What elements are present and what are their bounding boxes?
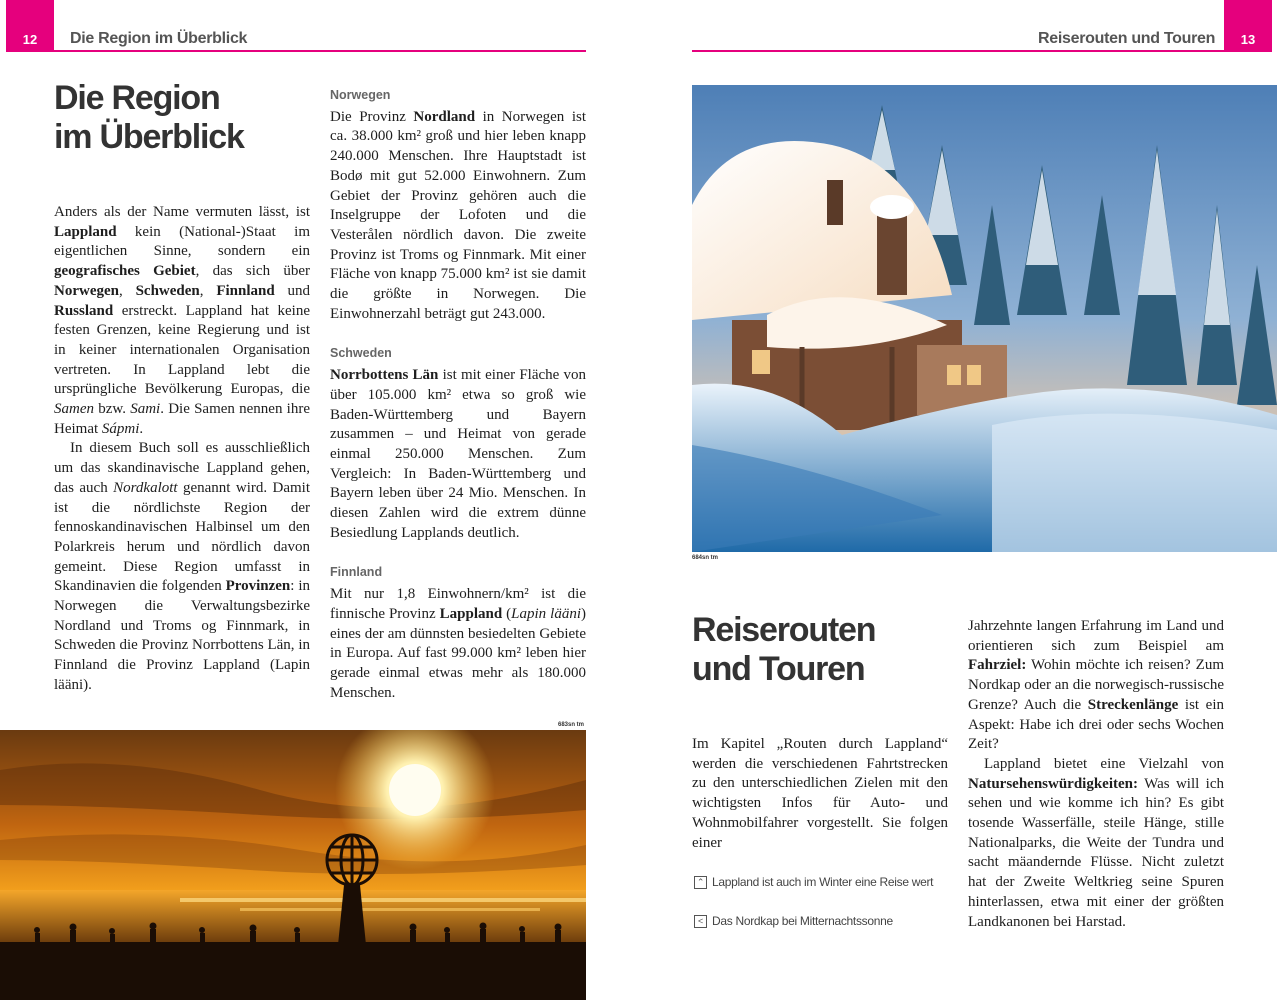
text-run: Mit nur 1,8 Einwohnern/km² ist die finnische Provinz bbox=[330, 586, 586, 622]
text-run: Im Kapitel „Routen durch Lappland“ werden die verschiedenen Fahrtstrecken zu den unterschiedlichen Zielen mit den wichtigsten Infos für Auto- und Wohnmobilfahrer vorgestellt. Sie folgen einer bbox=[692, 736, 948, 851]
text-run: bzw. bbox=[94, 401, 131, 418]
bold-run: Lappland bbox=[54, 223, 117, 240]
caption-nordkap bbox=[694, 914, 893, 928]
page-number-left: 12 bbox=[6, 0, 54, 52]
text-run: ist ein Aspekt: Habe ich drei oder sechs Wochen Zeit? bbox=[968, 696, 1225, 753]
left-column-1 bbox=[54, 203, 310, 696]
text-run: in Norwegen ist ca. 38.000 km² groß und hier leben knapp 240.000 Menschen. Ihre Hauptstadt ist Bodø mit gut 52.000 Einwohnern. Zum Gebiet der Provinz gehören auch die Inselgruppe der Lofoten und die Vesterålen nördlich davon. Die zweite Provinz ist Troms og Finnmark. Mit einer Fläche von knapp 75.000 km² ist sie damit die größte in Norwegen. Die Einwohnerzahl beträgt gut 243.000. bbox=[330, 108, 586, 322]
paragraph-fahrziel bbox=[968, 617, 1224, 755]
title-line-1: Reiserouten bbox=[692, 611, 876, 649]
text-run: und bbox=[274, 282, 311, 299]
bold-run: geografisches Gebiet bbox=[54, 263, 196, 280]
subhead-schweden: Schweden bbox=[330, 346, 392, 361]
bold-run: Finnland bbox=[216, 282, 275, 299]
header-rule-right bbox=[692, 50, 1224, 52]
page-number-right: 13 bbox=[1224, 0, 1272, 52]
text-run: ) eines der am dünnsten besiedelten Gebiete in Europa. Auf fast 99.000 km² leben hier gerade einmal etwas mehr als 180.000 Menschen. bbox=[330, 605, 586, 701]
text-run: In diesem Buch soll es ausschließlich um das skandinavische Lappland gehen, das auch bbox=[54, 440, 310, 496]
text-run: , das sich über bbox=[195, 263, 310, 280]
paragraph-natur bbox=[968, 755, 1224, 932]
bold-run: Fahrziel: bbox=[968, 657, 1027, 674]
page-title-right bbox=[692, 611, 875, 689]
text-run: genannt wird. Damit ist die nördlichste Region der fennoskandinavischen Halbinsel um den Polarkreis herum und nördlich davon gemeint. Diese Region umfasst in Skandinavien die folgenden bbox=[54, 479, 310, 595]
text-run: erstreckt. Lappland hat keine festen Grenzen, keine Regierung und ist in keiner internationalen Organisation vertreten. In Lappland lebt die ursprüngliche Bevölkerung Europas, die bbox=[54, 302, 310, 398]
text-run: Anders als der Name vermuten lässt, ist bbox=[54, 204, 310, 220]
text-run: Lappland bietet eine Vielzahl von bbox=[984, 755, 1224, 772]
italic-run: Nordkalott bbox=[113, 479, 178, 496]
bold-run: Provinzen bbox=[225, 578, 291, 595]
caption-winter-text: Lappland ist auch im Winter eine Reise wert bbox=[712, 875, 934, 889]
paragraph-nordkalott bbox=[54, 439, 310, 695]
subhead-finnland: Finnland bbox=[330, 565, 383, 580]
bold-run: Natursehenswürdigkeiten: bbox=[968, 775, 1139, 792]
text-run: , bbox=[118, 282, 136, 299]
subhead-norwegen: Norwegen bbox=[330, 88, 391, 102]
bold-run: Nordland bbox=[413, 108, 476, 125]
photo-credit-right: 684sn tm bbox=[692, 555, 719, 561]
caret-left-icon: < bbox=[694, 915, 707, 928]
caption-nordkap-text: Das Nordkap bei Mitternachtssonne bbox=[712, 914, 893, 928]
text-run: : in Norwegen die Verwaltungsbezirke Nordland und Troms og Finnmark, in Schweden die Provinz Norrbottens Län, in Finnland die Provinz Lappland (Lapin lääni). bbox=[54, 578, 310, 693]
header-rule-left bbox=[54, 50, 586, 52]
paragraph-kapitel bbox=[692, 735, 948, 853]
right-column-2 bbox=[968, 617, 1224, 932]
caret-up-icon: ⌃ bbox=[694, 876, 707, 889]
bold-run: Russland bbox=[54, 302, 114, 319]
italic-run: Sápmi bbox=[101, 420, 140, 437]
left-column-2 bbox=[330, 86, 586, 703]
text-run: , bbox=[199, 282, 217, 299]
right-column-1 bbox=[692, 735, 948, 853]
title-line-2: im Überblick bbox=[54, 118, 244, 156]
title-line-2: und Touren bbox=[692, 650, 865, 688]
bold-run: Norrbottens Län bbox=[330, 367, 439, 384]
bold-run: Norwegen bbox=[54, 282, 119, 299]
italic-run: Lapin lääni bbox=[511, 605, 581, 622]
running-head-right: Reiserouten und Touren bbox=[1038, 30, 1216, 47]
running-head-left: Die Region im Überblick bbox=[70, 30, 248, 47]
text-run: ist mit einer Fläche von über 105.000 km² etwa so groß wie Baden-Württemberg und Bayern zusammen – und Heimat von gerade einmal 250.000 Menschen. Zum Vergleich: In Baden-Württemberg und Bayern leben über 24 Mio. Menschen. In diesen Zahlen wird die extrem dünne Besiedlung Lapplands deutlich. bbox=[330, 367, 587, 541]
text-run: kein (National-)Staat im eigentlichen Sinne, sondern ein bbox=[54, 223, 310, 260]
italic-run: Samen bbox=[54, 401, 94, 418]
winter-cabin-photo bbox=[692, 85, 1277, 552]
italic-run: Sami bbox=[130, 401, 161, 418]
paragraph-norwegen bbox=[330, 108, 586, 325]
text-run: ( bbox=[502, 605, 512, 622]
bold-run: Lappland bbox=[439, 605, 503, 622]
paragraph-intro bbox=[54, 203, 310, 439]
photo-credit-left: 683sn tm bbox=[558, 722, 585, 728]
paragraph-schweden bbox=[330, 366, 586, 543]
text-run: Wohin möchte ich reisen? Zum Nordkap oder an die norwegisch-russische Grenze? Auch die bbox=[968, 657, 1224, 713]
title-line-1: Die Region bbox=[54, 79, 220, 117]
text-run: Die Provinz bbox=[330, 108, 414, 125]
bold-run: Streckenlänge bbox=[1087, 696, 1179, 713]
caption-winter bbox=[694, 875, 933, 889]
nordkap-sunset-photo bbox=[0, 730, 586, 1000]
text-run: Jahrzehnte langen Erfahrung im Land und orientieren sich zum Beispiel am bbox=[968, 618, 1224, 654]
paragraph-finnland bbox=[330, 585, 586, 703]
page-title-left bbox=[54, 79, 244, 157]
bold-run: Schweden bbox=[135, 282, 200, 299]
text-run: . Die Samen nennen ihre Heimat bbox=[54, 401, 310, 437]
text-run: Was will ich sehen und wie komme ich hin? Es gibt tosende Wasserfälle, steile Hänge, stille Nationalparks, die Weite der Tundra und sacht mäandernde Flüsse. Nicht zuletzt hat der Zweite Weltkrieg seine Spuren hinterlassen, etwa mit einer der größten Landkanonen bei Harstad. bbox=[968, 775, 1224, 930]
text-run: . bbox=[139, 420, 144, 437]
